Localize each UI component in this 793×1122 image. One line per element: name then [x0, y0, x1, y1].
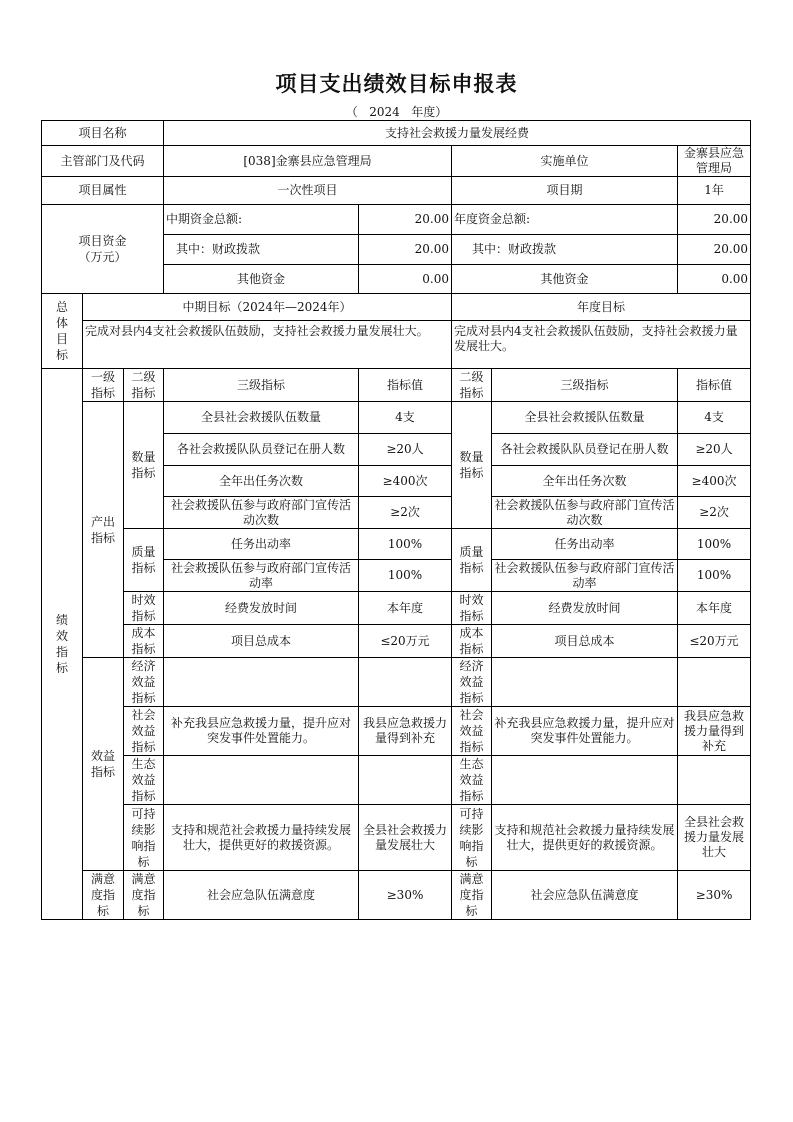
indicator-value: ≥20人: [359, 434, 452, 466]
quality-indicator-label: 质量 指标: [124, 529, 164, 592]
indicator-value: 全县社会救援力量发展壮大: [359, 805, 452, 871]
year-total-label: 年度资金总额:: [452, 205, 678, 235]
year-goal-text: 完成对县内4支社会救援队伍鼓励，支持社会救援力量发展壮大。: [452, 321, 751, 369]
performance-table: [41, 120, 751, 920]
indicator-name-right: 社会救援队伍参与政府部门宣传活动次数: [492, 497, 678, 529]
indicator-value: 本年度: [359, 592, 452, 625]
col-level3-header-right: 三级指标: [492, 369, 678, 402]
indicator-value-right: [678, 756, 751, 805]
dept-value: [038]金寨县应急管理局: [164, 146, 452, 177]
indicator-name-right: 各社会救援队队员登记在册人数: [492, 434, 678, 466]
indicator-value-right: 本年度: [678, 592, 751, 625]
quality-indicator-label-right: 质量 指标: [452, 529, 492, 592]
col-value-header-right: 指标值: [678, 369, 751, 402]
sustain-impact-label-right: 可持 续影 响指 标: [452, 805, 492, 871]
year-goal-header: 年度目标: [452, 294, 751, 321]
indicator-value: ≥400次: [359, 466, 452, 497]
year-other-label: 其他资金: [452, 265, 678, 294]
satisfaction-indicator-label: 满意 度指 标: [83, 871, 124, 920]
eco-benefit-label: 生态 效益 指标: [124, 756, 164, 805]
year-value: 2024: [369, 105, 400, 119]
indicator-name-right: 支持和规范社会救援力量持续发展壮大，提供更好的救援资源。: [492, 805, 678, 871]
mid-goal-header: 中期目标（2024年—2024年）: [83, 294, 452, 321]
col-level3-header: 三级指标: [164, 369, 359, 402]
indicator-value-right: 我县应急救援力量得到补充: [678, 707, 751, 756]
mid-other-value: 0.00: [359, 265, 452, 294]
year-prefix: （: [345, 105, 370, 119]
indicator-value: ≤20万元: [359, 625, 452, 658]
satisfaction-sub-label: 满意 度指 标: [124, 871, 164, 920]
indicator-value: ≥2次: [359, 497, 452, 529]
col-level2-header-right: 二级 指标: [452, 369, 492, 402]
cost-indicator-label-right: 成本 指标: [452, 625, 492, 658]
mid-other-label: 其他资金: [164, 265, 359, 294]
indicator-value: [359, 756, 452, 805]
indicator-name-right: [492, 756, 678, 805]
quantity-indicator-label: 数量 指标: [124, 402, 164, 529]
mid-fiscal-label: 其中：财政拨款: [164, 235, 359, 265]
year-suffix: 年度）: [399, 105, 448, 119]
indicator-value-right: ≥20人: [678, 434, 751, 466]
year-fiscal-value: 20.00: [678, 235, 751, 265]
year-fiscal-label: 其中：财政拨款: [452, 235, 678, 265]
mid-fiscal-value: 20.00: [359, 235, 452, 265]
economic-benefit-label: 经济 效益 指标: [124, 658, 164, 707]
mid-goal-text: 完成对县内4支社会救援队伍鼓励，支持社会救援力量发展壮大。: [83, 321, 452, 369]
indicator-name: 社会应急队伍满意度: [164, 871, 359, 920]
benefit-indicator-label: 效益 指标: [83, 658, 124, 871]
indicator-value-right: 100%: [678, 529, 751, 560]
col-value-header: 指标值: [359, 369, 452, 402]
indicator-name: 补充我县应急救援力量，提升应对突发事件处置能力。: [164, 707, 359, 756]
impl-unit-label: 实施单位: [452, 146, 678, 177]
indicator-name: 社会救援队伍参与政府部门宣传活动次数: [164, 497, 359, 529]
project-attr-label: 项目属性: [42, 177, 164, 205]
dept-label: 主管部门及代码: [42, 146, 164, 177]
year-line: [0, 103, 793, 120]
timeliness-indicator-label-right: 时效 指标: [452, 592, 492, 625]
funds-label: 项目资金 （万元）: [42, 205, 164, 294]
sustain-impact-label: 可持 续影 响指 标: [124, 805, 164, 871]
eco-benefit-label-right: 生态 效益 指标: [452, 756, 492, 805]
indicator-name-right: [492, 658, 678, 707]
timeliness-indicator-label: 时效 指标: [124, 592, 164, 625]
project-period-label: 项目期: [452, 177, 678, 205]
indicator-value-right: ≥2次: [678, 497, 751, 529]
indicator-value-right: 4支: [678, 402, 751, 434]
output-indicator-label: 产出 指标: [83, 402, 124, 658]
indicator-name: 支持和规范社会救援力量持续发展壮大，提供更好的救援资源。: [164, 805, 359, 871]
indicator-value: ≥30%: [359, 871, 452, 920]
year-total-value: 20.00: [678, 205, 751, 235]
project-name-value: 支持社会救援力量发展经费: [164, 121, 751, 146]
mid-total-value: 20.00: [359, 205, 452, 235]
impl-unit-value: 金寨县应急管理局: [678, 146, 751, 177]
year-other-value: 0.00: [678, 265, 751, 294]
indicator-value: 我县应急救援力量得到补充: [359, 707, 452, 756]
indicator-name: 任务出动率: [164, 529, 359, 560]
overall-goal-label: 总 体 目 标: [42, 294, 83, 369]
indicator-value: [359, 658, 452, 707]
indicator-value-right: 全县社会救援力量发展壮大: [678, 805, 751, 871]
indicator-name: 全县社会救援队伍数量: [164, 402, 359, 434]
indicator-value-right: ≤20万元: [678, 625, 751, 658]
indicator-name-right: 补充我县应急救援力量，提升应对突发事件处置能力。: [492, 707, 678, 756]
mid-total-label: 中期资金总额:: [164, 205, 359, 235]
indicator-name-right: 全县社会救援队伍数量: [492, 402, 678, 434]
indicator-name: 经费发放时间: [164, 592, 359, 625]
indicator-value: 100%: [359, 529, 452, 560]
indicator-name-right: 项目总成本: [492, 625, 678, 658]
indicator-name-right: 全年出任务次数: [492, 466, 678, 497]
col-level1-header: 一级 指标: [83, 369, 124, 402]
indicator-name: [164, 756, 359, 805]
social-benefit-label-right: 社会 效益 指标: [452, 707, 492, 756]
indicator-name: 全年出任务次数: [164, 466, 359, 497]
indicator-name-right: 社会救援队伍参与政府部门宣传活动率: [492, 560, 678, 592]
indicator-value-right: ≥400次: [678, 466, 751, 497]
indicator-name: 各社会救援队队员登记在册人数: [164, 434, 359, 466]
col-level2-header: 二级 指标: [124, 369, 164, 402]
indicator-name-right: 社会应急队伍满意度: [492, 871, 678, 920]
indicator-value-right: [678, 658, 751, 707]
indicator-value: 100%: [359, 560, 452, 592]
satisfaction-sub-label-right: 满意 度指 标: [452, 871, 492, 920]
indicator-name: 社会救援队伍参与政府部门宣传活动率: [164, 560, 359, 592]
indicator-value-right: 100%: [678, 560, 751, 592]
indicator-name: [164, 658, 359, 707]
indicator-value-right: ≥30%: [678, 871, 751, 920]
indicator-value: 4支: [359, 402, 452, 434]
indicator-name: 项目总成本: [164, 625, 359, 658]
project-attr-value: 一次性项目: [164, 177, 452, 205]
social-benefit-label: 社会 效益 指标: [124, 707, 164, 756]
economic-benefit-label-right: 经济 效益 指标: [452, 658, 492, 707]
cost-indicator-label: 成本 指标: [124, 625, 164, 658]
perf-label: 绩 效 指 标: [42, 369, 83, 920]
project-name-label: 项目名称: [42, 121, 164, 146]
quantity-indicator-label-right: 数量 指标: [452, 402, 492, 529]
indicator-name-right: 任务出动率: [492, 529, 678, 560]
project-period-value: 1年: [678, 177, 751, 205]
page-title: 项目支出绩效目标申报表: [275, 72, 518, 96]
indicator-name-right: 经费发放时间: [492, 592, 678, 625]
